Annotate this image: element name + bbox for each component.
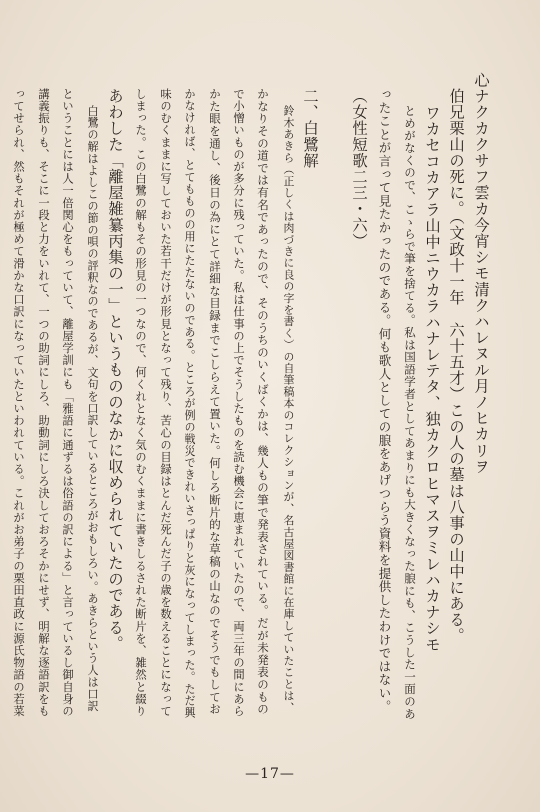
text-column: （女性短歌二三・六） <box>350 88 368 249</box>
text-column: ったことが言って見たかったのである。何も歌人としての朖をあげつらう資料を提供したわけではない。 <box>377 88 392 714</box>
page-number: —17— <box>245 766 295 782</box>
text-column: かなりその道では有名であったので、そのうちのいくばくかは、幾人もの筆で発表されている。だが未発表のもの <box>256 88 270 716</box>
section-heading: 二、白鷺解 <box>301 88 319 169</box>
text-column: ということには人一倍関心をもっていて、離屋学訓にも「雅語に通ずるは俗語の訳による」と言っているし御自身の <box>61 88 74 718</box>
text-column: ってせられ、然もそれが極めて滑かな口訳になっていたといわれている。これがお弟子の栗田直政に源氏物語の若菜 <box>12 88 25 718</box>
text-column: かた眼を通し、後日の為にとて詳細な目録までこしらえて置いた。何しろ断片的な草稿の山なのでそうでもしてお <box>208 88 222 716</box>
text-column: で小憎いものが多分に残っていた。私は仕事の上でそうしたものを読む機会に恵まれていたので、両三年の間にあら <box>232 88 245 718</box>
text-column: 伯兄栗山の死に。（文政十一年 六十五才）この人の墓は八事の山中にある。 <box>447 88 465 644</box>
text-column: あわした「離屋雑纂丙集の一」というもののなかに収められていたのである。 <box>106 88 124 652</box>
text-column: 味のむくままに写しておいた若干だけが形見となって残り、苦心の目録はとんだ死んだ子の歳を数えることになって <box>159 88 172 718</box>
text-column: 白鷺の解はよしこの節の唄の評釈なのであるが、文句を口訳しているところがおもしろい。あきらという人は口訳 <box>86 105 99 712</box>
text-column: かなければ、とてもものの用にたたないのである。ところが例の戦災できれいさっぱりと灰になってしまった。ただ興 <box>183 88 196 719</box>
text-column: ワカセコカアラ山中ニウカラハナレテタ、独カクロヒマスヲミレハカナシモ <box>423 105 441 653</box>
text-column: しまった。この白鷺の解もその形見の一つなので、何くれとなく気のむくままに書きしるされた断片を、雑然と綴り <box>134 88 147 718</box>
text-column: 講義振りも、そこに一段と力をいれて、一つの助詞にしろ、助動詞にしろ決しておろそかにせず、明解な逐語訳をも <box>37 88 50 718</box>
text-column: 心ナクカクサフ雲カ今宵シモ清クハレヌル月ノヒカリヲ <box>472 72 490 475</box>
text-column: とめがなくので、こゝらで筆を捨てる。私は国語学者としてあまりにも大きくなった朖にも、こうした一面のあ <box>403 105 417 720</box>
text-column: 鈴木あきら（正しくは肉づきに良の字を書く）の自筆稿本のコレクションが、名古屋図書館に在庫していたことは、 <box>282 105 295 714</box>
